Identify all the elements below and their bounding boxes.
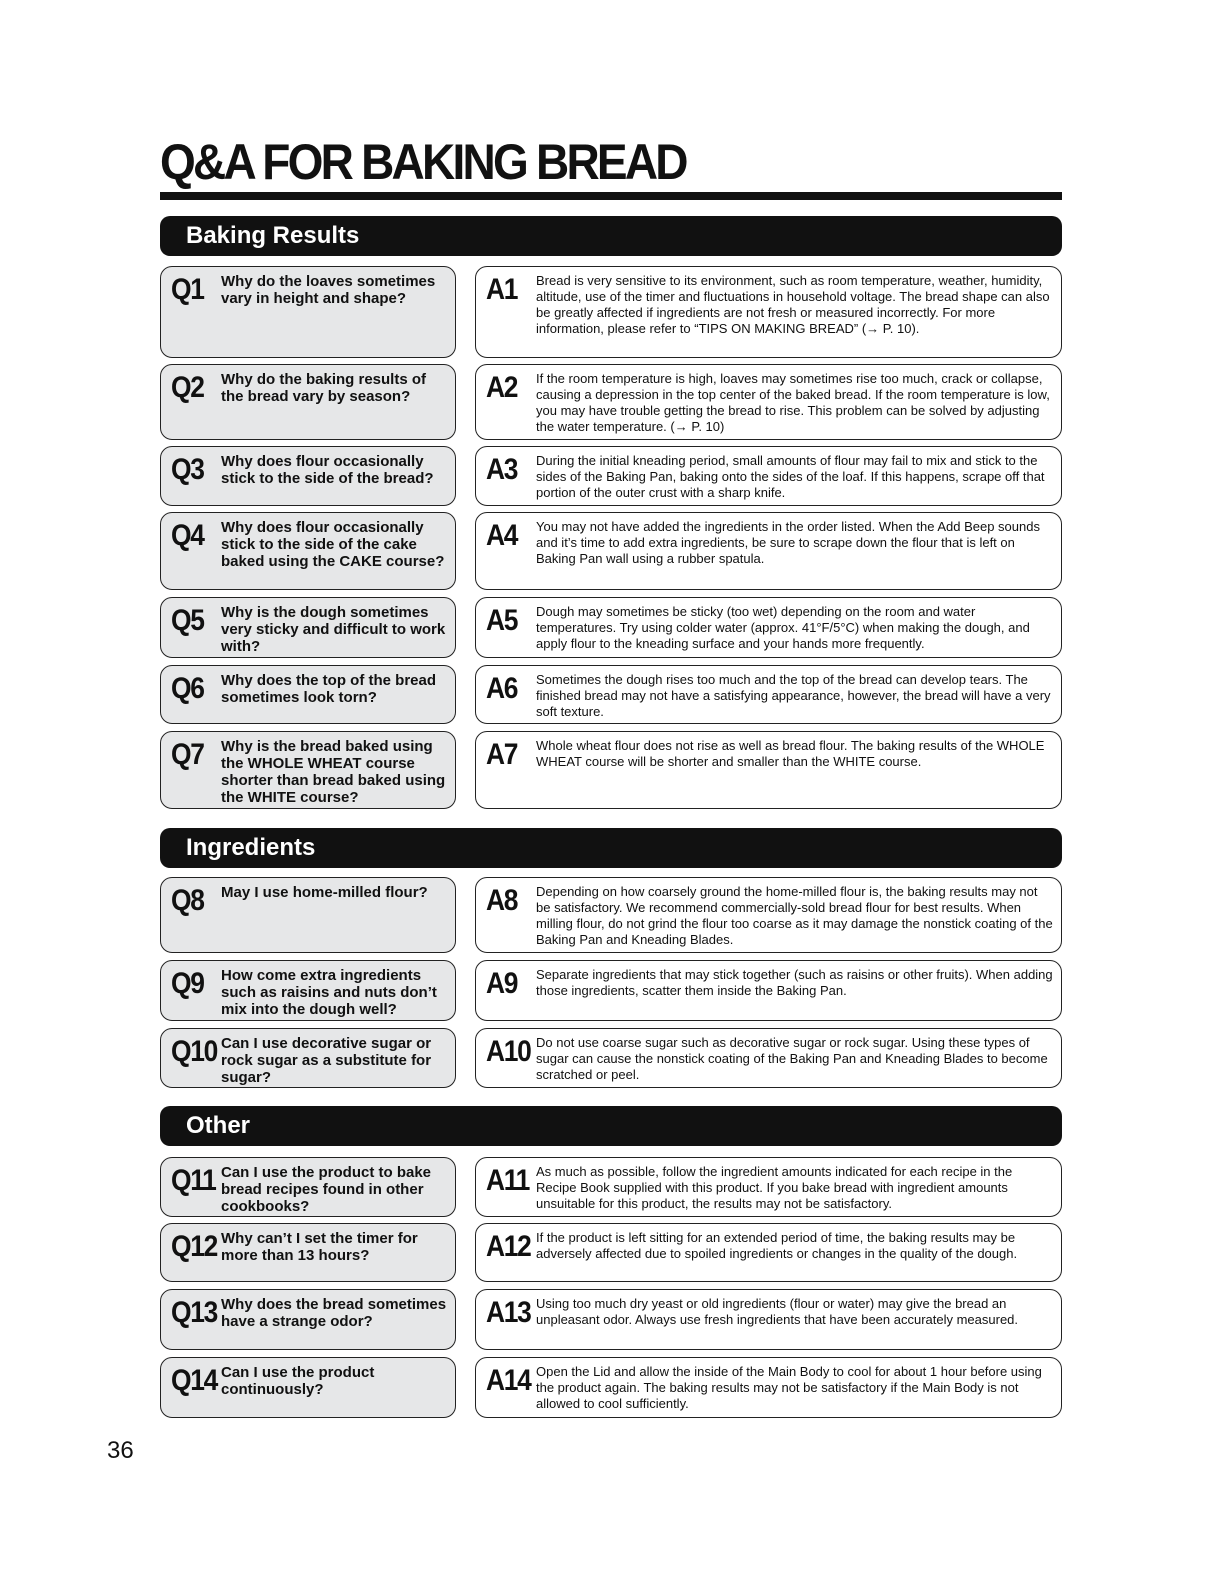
qa-row [160,960,1062,1021]
question-number: Q1 [171,273,204,306]
question-number: Q9 [171,967,204,1000]
qa-row [160,1357,1062,1418]
question-box [160,1357,456,1418]
question-number: Q11 [171,1164,216,1197]
question-number: Q5 [171,604,204,637]
answer-box [475,665,1062,724]
question-text: Can I use the product continuously? [221,1364,375,1398]
answer-number: A5 [486,604,518,637]
answer-text: Whole wheat flour does not rise as well as bread flour. The baking results of the WHOLE WHEAT course will be shorter and smaller than the WHITE course. [536,738,1045,769]
answer-number: A2 [486,371,518,404]
section-header-ingredients: Ingredients [160,828,1062,868]
answer-box [475,731,1062,809]
section-header-baking-results: Baking Results [160,216,1062,256]
answer-number: A9 [486,967,518,1000]
answer-text: If the product is left sitting for an extended period of time, the baking results may be adversely affected due to spoiled ingredients or changes in the quality of the dough. [536,1230,1018,1261]
answer-number: A13 [486,1296,531,1329]
qa-row [160,1223,1062,1282]
answer-number: A14 [486,1364,531,1397]
qa-row [160,597,1062,658]
answer-box [475,1028,1062,1088]
answer-text: If the room temperature is high, loaves may sometimes rise too much, crack or collapse, causing a depression in the top center of the baked bread. If the room temperature is low, you may have trouble getting the bread to rise. This problem can be solved by adjusting the water temperature. (→ P. 10) [536,371,1050,434]
answer-number: A3 [486,453,518,486]
question-box [160,266,456,358]
answer-number: A1 [486,273,518,306]
answer-number: A8 [486,884,518,917]
answer-box [475,960,1062,1021]
answer-number: A11 [486,1164,530,1197]
answer-text: Open the Lid and allow the inside of the Main Body to cool for about 1 hour before using the product again. The baking results may not be satisfactory if the Main Body is not allowed to cool sufficiently. [536,1364,1042,1411]
question-box [160,877,456,953]
qa-row [160,266,1062,358]
answer-box [475,446,1062,506]
answer-number: A7 [486,738,518,771]
question-text: May I use home-milled flour? [221,884,428,901]
answer-number: A12 [486,1230,531,1263]
question-box [160,1157,456,1217]
question-box [160,446,456,506]
question-text: Why does flour occasionally stick to the side of the bread? [221,453,434,487]
answer-text: As much as possible, follow the ingredient amounts indicated for each recipe in the Recipe Book supplied with this product. If you bake bread with ingredient amounts unsuitable for this product, the results may not be satisfactory. [536,1164,1013,1211]
page-number: 36 [107,1437,134,1464]
title-rule [160,192,1062,200]
qa-row [160,512,1062,590]
answer-box [475,512,1062,590]
answer-number: A6 [486,672,518,705]
question-number: Q8 [171,884,204,917]
question-text: Can I use decorative sugar or rock sugar as a substitute for sugar? [221,1035,432,1086]
answer-box [475,1289,1062,1350]
question-number: Q7 [171,738,204,771]
question-text: Why does flour occasionally stick to the side of the cake baked using the CAKE course? [221,519,445,570]
qa-row [160,364,1062,440]
question-box [160,1028,456,1088]
question-number: Q4 [171,519,204,552]
question-text: Why does the bread sometimes have a strange odor? [221,1296,447,1330]
question-number: Q6 [171,672,204,705]
qa-row [160,731,1062,809]
question-number: Q10 [171,1035,217,1068]
qa-row [160,1289,1062,1350]
question-box [160,731,456,809]
answer-number: A4 [486,519,518,552]
answer-text: Using too much dry yeast or old ingredients (flour or water) may give the bread an unpleasant odor. Always use fresh ingredients that have been accurately measured. [536,1296,1019,1327]
answer-text: Depending on how coarsely ground the home-milled flour is, the baking results may not be satisfactory. We recommend commercially-sold bread flour for best results. When milling flour, do not grind the flour too coarse as it may damage the nonstick coating of the Baking Pan and Kneading Blades. [536,884,1053,947]
answer-text: You may not have added the ingredients in the order listed. When the Add Beep sounds and it’s time to add extra ingredients, be sure to scrape down the flour that is left on Baking Pan wall using a rubber spatula. [536,519,1040,566]
question-number: Q13 [171,1296,217,1329]
question-text: Why does the top of the bread sometimes look torn? [221,672,437,706]
answer-box [475,266,1062,358]
answer-text: During the initial kneading period, small amounts of flour may fail to mix and stick to the sides of the Baking Pan, baking onto the sides of the loaf. If this happens, scrape off that portion of the outer crust with a sharp knife. [536,453,1045,500]
question-text: Why do the baking results of the bread vary by season? [221,371,427,405]
answer-box [475,1157,1062,1217]
qa-row [160,877,1062,953]
question-box [160,364,456,440]
answer-box [475,1357,1062,1418]
question-number: Q14 [171,1364,217,1397]
question-box [160,597,456,658]
question-text: Why is the dough sometimes very sticky and difficult to work with? [221,604,446,655]
answer-box [475,597,1062,658]
question-number: Q12 [171,1230,217,1263]
answer-text: Dough may sometimes be sticky (too wet) depending on the room and water temperatures. Try using colder water (approx. 41°F/5°C) when making the dough, and apply flour to the kneading surface and your hands more frequently. [536,604,1030,651]
answer-text: Sometimes the dough rises too much and the top of the bread can develop tears. The finished bread may not have a satisfying appearance, however, the bread will have a very soft texture. [536,672,1051,719]
question-number: Q3 [171,453,204,486]
question-text: Can I use the product to bake bread recipes found in other cookbooks? [221,1164,432,1215]
qa-row [160,665,1062,724]
question-box [160,960,456,1021]
answer-text: Do not use coarse sugar such as decorative sugar or rock sugar. Using these types of sugar can cause the nonstick coating of the Baking Pan and Kneading Blades to become scratched or peel. [536,1035,1048,1082]
section-header-other: Other [160,1106,1062,1146]
question-number: Q2 [171,371,204,404]
answer-text: Bread is very sensitive to its environment, such as room temperature, weather, humidity, altitude, use of the timer and fluctuations in household voltage. The bread shape can also be greatly affected if ingredients are not fresh or measured incorrectly. For more information, please refer to “TIPS ON MAKING BREAD” (→ P. 10). [536,273,1050,336]
qa-row [160,1157,1062,1217]
qa-row [160,446,1062,506]
question-text: Why do the loaves sometimes vary in height and shape? [221,273,436,307]
qa-row [160,1028,1062,1088]
answer-box [475,364,1062,440]
answer-number: A10 [486,1035,531,1068]
question-text: Why is the bread baked using the WHOLE WHEAT course shorter than bread baked using the WHITE course? [221,738,446,806]
question-box [160,512,456,590]
answer-box [475,877,1062,953]
question-box [160,665,456,724]
question-box [160,1223,456,1282]
answer-text: Separate ingredients that may stick together (such as raisins or other fruits). When adding those ingredients, scatter them inside the Baking Pan. [536,967,1053,998]
answer-box [475,1223,1062,1282]
question-text: How come extra ingredients such as raisins and nuts don’t mix into the dough well? [221,967,437,1018]
question-text: Why can’t I set the timer for more than 13 hours? [221,1230,418,1264]
page-title: Q&A FOR BAKING BREAD [160,134,686,190]
question-box [160,1289,456,1350]
